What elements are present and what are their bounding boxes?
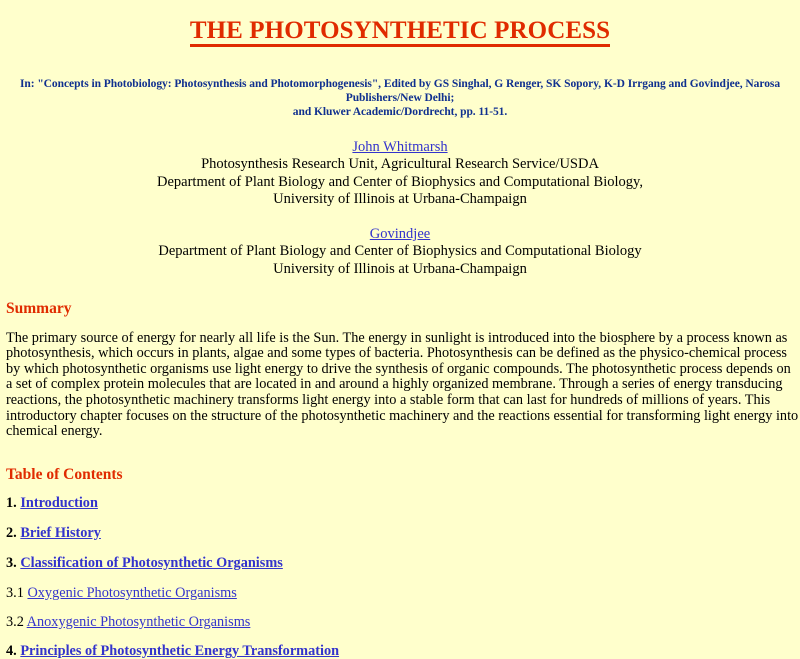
toc-entry bbox=[6, 643, 794, 659]
toc-entry bbox=[6, 495, 794, 511]
summary-heading: Summary bbox=[6, 299, 72, 317]
author-list bbox=[6, 139, 794, 279]
page-title: THE PHOTOSYNTHETIC PROCESS bbox=[190, 18, 610, 47]
toc-entry-number: 4. bbox=[6, 642, 17, 659]
toc-entry-link-anoxygenic-photosynthetic-organisms[interactable]: Anoxygenic Photosynthetic Organisms bbox=[26, 613, 251, 630]
citation-line-1: In: "Concepts in Photobiology: Photosynthesis and Photomorphogenesis", Edited by GS Singhal, G Renger, SK Sopory, K-D Irrgang and Govindjee, Narosa Publishers/New Delhi; bbox=[19, 77, 781, 104]
toc-entry bbox=[6, 614, 794, 630]
author-entry-1 bbox=[6, 139, 794, 209]
toc-entry bbox=[6, 585, 794, 601]
author-entry-2 bbox=[6, 226, 794, 279]
author-link[interactable]: John Whitmarsh bbox=[352, 138, 448, 155]
table-of-contents-list bbox=[6, 495, 794, 659]
toc-entry-number: 3.1 bbox=[6, 584, 24, 601]
table-of-contents-heading: Table of Contents bbox=[6, 465, 123, 483]
affiliation-line: Department of Plant Biology and Center of Biophysics and Computational Biology bbox=[158, 243, 642, 260]
title-container bbox=[6, 0, 794, 64]
toc-entry-number: 2. bbox=[6, 524, 17, 541]
citation-line-2: and Kluwer Academic/Dordrecht, pp. 11-51. bbox=[292, 105, 508, 118]
toc-entry-number: 3.2 bbox=[6, 613, 24, 630]
toc-entry-number: 1. bbox=[6, 494, 17, 511]
toc-entry-link-classification-of-photosynthetic-organisms[interactable]: Classification of Photosynthetic Organisms bbox=[20, 554, 283, 571]
toc-entry-number: 3. bbox=[6, 554, 17, 571]
author-link[interactable]: Govindjee bbox=[369, 225, 431, 242]
publication-citation bbox=[7, 77, 793, 119]
affiliation-line: Department of Plant Biology and Center of Biophysics and Computational Biology, bbox=[157, 173, 643, 190]
summary-paragraph: The primary source of energy for nearly all life is the Sun. The energy in sunlight is introduced into the biosphere by a process known as photosynthesis, which occurs in plants, algae and some types of bacteria. Photosynthesis can be defined as the physico-chemical process by which photosynthetic organisms use light energy to drive the synthesis of organic compounds. The photosynthetic process depends on a set of complex protein molecules that are located in and around a highly organized membrane. Through a series of energy transducing reactions, the photosynthetic machinery transforms light energy into a stable form that can last for hundreds of millions of years. This introductory chapter focuses on the structure of the photosynthetic machinery and the reactions essential for transforming light energy into chemical energy. bbox=[6, 329, 799, 440]
toc-entry-link-brief-history[interactable]: Brief History bbox=[20, 524, 101, 541]
toc-entry-link-oxygenic-photosynthetic-organisms[interactable]: Oxygenic Photosynthetic Organisms bbox=[27, 584, 237, 601]
affiliation-line: Photosynthesis Research Unit, Agricultural Research Service/USDA bbox=[201, 156, 599, 173]
author-name-link-john-whitmarsh bbox=[6, 139, 794, 157]
toc-entry bbox=[6, 525, 794, 541]
toc-entry-link-introduction[interactable]: Introduction bbox=[20, 494, 98, 511]
affiliation-line: University of Illinois at Urbana-Champaign bbox=[273, 191, 527, 208]
affiliation-line: University of Illinois at Urbana-Champaign bbox=[273, 261, 527, 278]
toc-entry-link-principles-of-photosynthetic-energy-transformation[interactable]: Principles of Photosynthetic Energy Transformation bbox=[20, 642, 340, 659]
author-name-link-govindjee bbox=[6, 226, 794, 244]
toc-entry bbox=[6, 555, 794, 571]
